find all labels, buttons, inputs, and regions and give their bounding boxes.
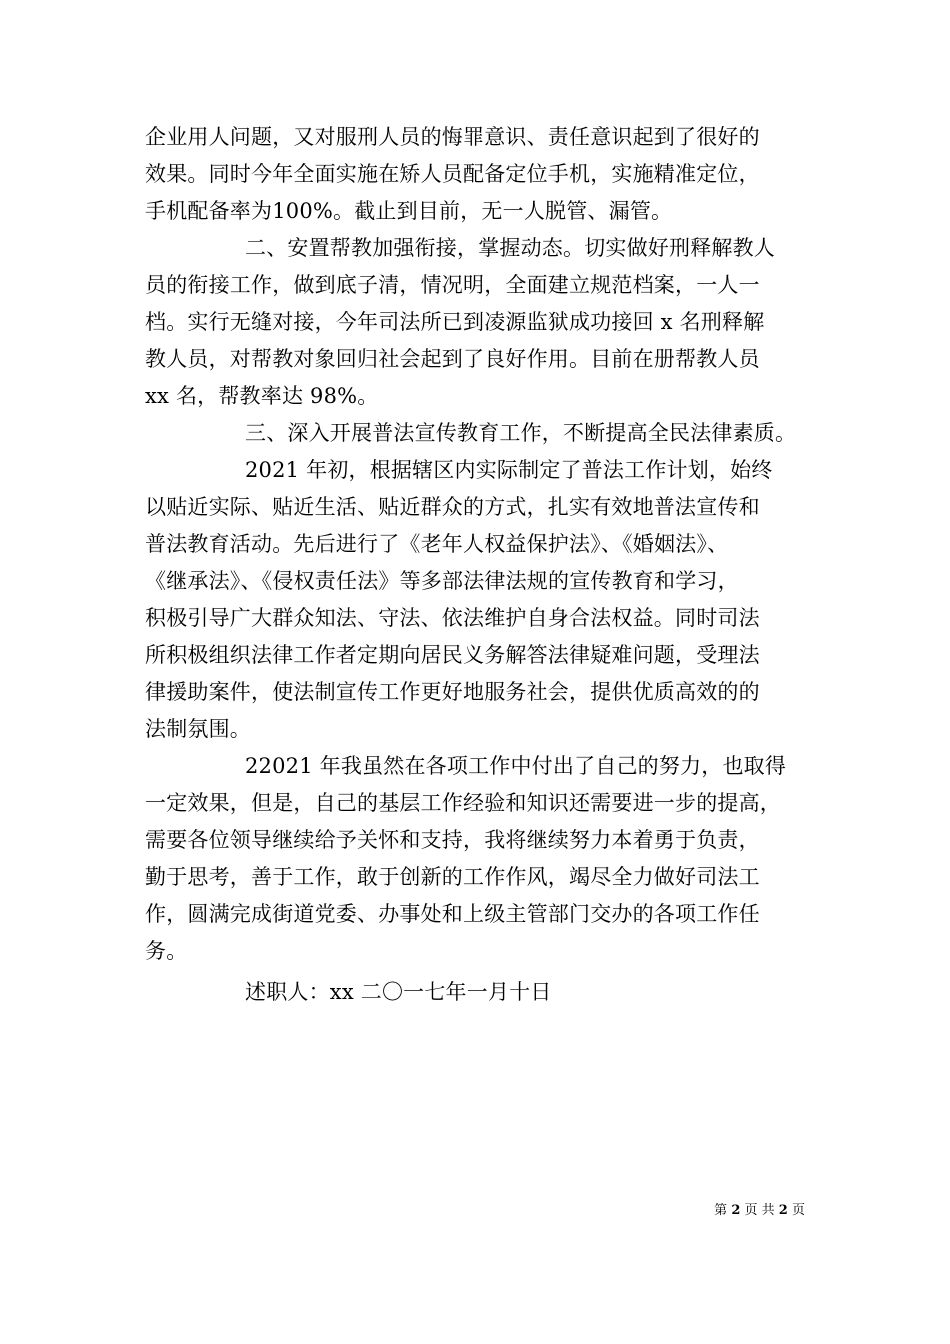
text-line: 法制氛围。 [145,717,251,741]
footer-suffix: 页 [791,1203,805,1218]
text-line: 《继承法》、《侵权责任法》等多部法律法规的宣传教育和学习， [145,569,739,593]
footer-total-pages: 2 [778,1203,788,1218]
text-line: 律援助案件，使法制宣传工作更好地服务社会，提供优质高效的的 [145,680,760,704]
text-line: 22021 年我虽然在各项工作中付出了自己的努力，也取得 [245,754,787,778]
footer-middle: 页 共 [744,1203,775,1218]
text-line: xx 名，帮教率达 98%。 [145,384,379,408]
text-line: 教人员，对帮教对象回归社会起到了良好作用。目前在册帮教人员 [145,347,760,371]
text-line: 勤于思考，善于工作，敢于创新的工作作风，竭尽全力做好司法工 [145,865,760,889]
text-line: 员的衔接工作，做到底子清，情况明，全面建立规范档案，一人一 [145,273,760,297]
text-line: 所积极组织法律工作者定期向居民义务解答法律疑难问题，受理法 [145,643,760,667]
text-line: 效果。同时今年全面实施在矫人员配备定位手机，实施精准定位， [145,162,760,186]
text-line: 务。 [145,939,188,963]
page-footer [714,1203,805,1219]
footer-prefix: 第 [714,1203,728,1218]
text-line: 企业用人问题，又对服刑人员的悔罪意识、责任意识起到了很好的 [145,125,760,149]
text-line: 积极引导广大群众知法、守法、依法维护自身合法权益。同时司法 [145,606,760,630]
text-line: 二、安置帮教加强衔接，掌握动态。切实做好刑释解教人 [245,236,775,260]
text-line: 三、深入开展普法宣传教育工作，不断提高全民法律素质。 [245,421,797,445]
footer-page-number: 2 [731,1203,741,1218]
text-line: 作，圆满完成街道党委、办事处和上级主管部门交办的各项工作任 [145,902,760,926]
signature-line: 述职人：xx 二〇一七年一月十日 [245,980,552,1004]
text-line: 需要各位领导继续给予关怀和支持，我将继续努力本着勇于负责， [145,828,760,852]
text-line: 普法教育活动。先后进行了《老年人权益保护法》、《婚姻法》、 [145,532,729,556]
text-line: 2021 年初，根据辖区内实际制定了普法工作计划，始终 [245,458,773,482]
text-line: 以贴近实际、贴近生活、贴近群众的方式，扎实有效地普法宣传和 [145,495,760,519]
text-line: 一定效果，但是，自己的基层工作经验和知识还需要进一步的提高， [145,791,781,815]
text-line: 手机配备率为100%。截止到目前，无一人脱管、漏管。 [145,199,673,223]
text-line: 档。实行无缝对接，今年司法所已到凌源监狱成功接回 x 名刑释解 [145,310,765,334]
